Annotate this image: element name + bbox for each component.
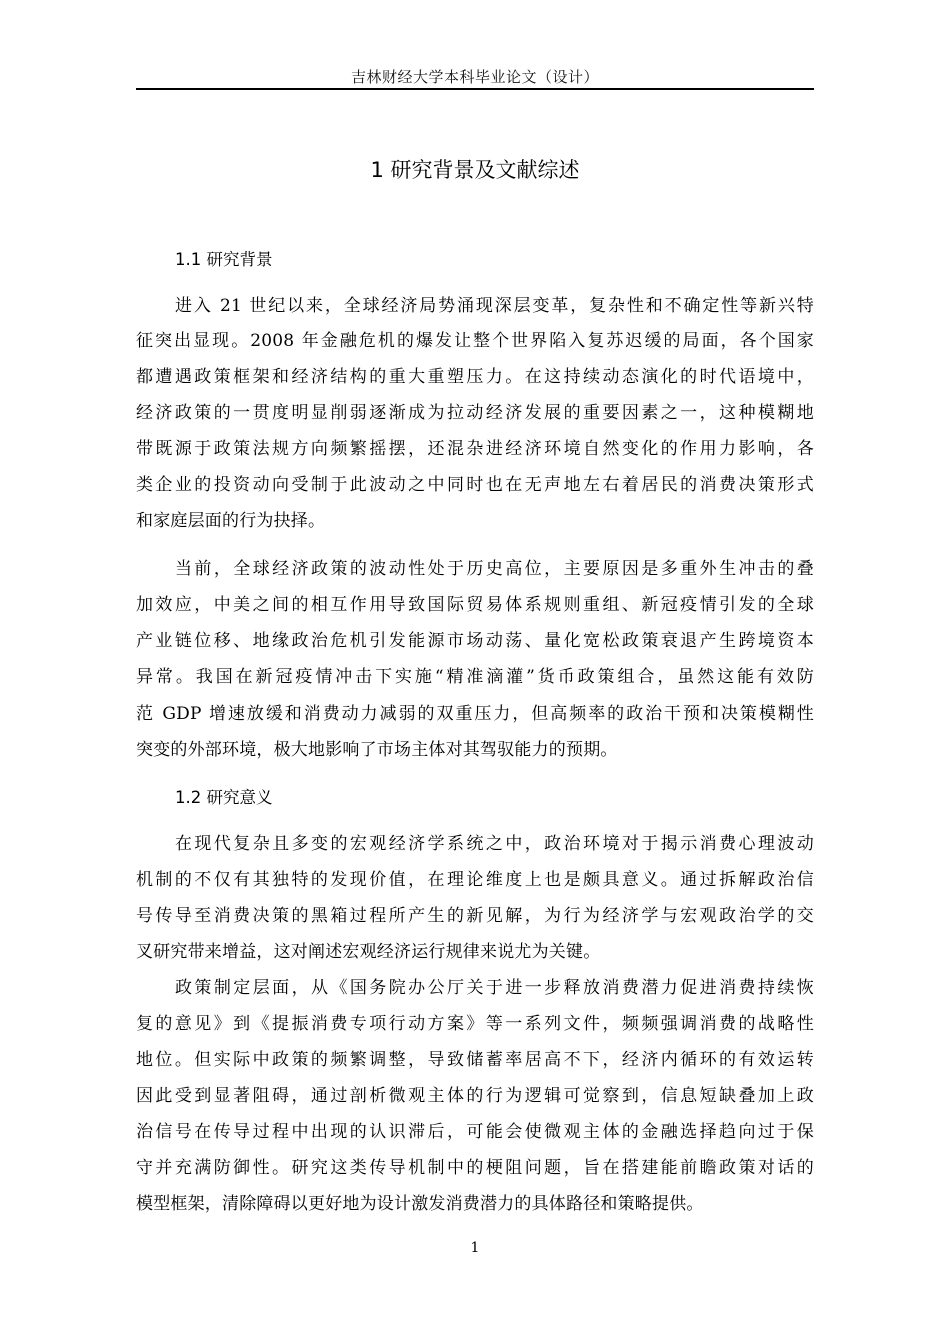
- paragraph-line: 守并充满防御性。研究这类传导机制中的梗阻问题，旨在搭建能前瞻政策对话的: [136, 1158, 814, 1178]
- paragraph-line: 经济政策的一贯度明显削弱逐渐成为拉动经济发展的重要因素之一，这种模糊地: [136, 403, 814, 423]
- section-title-background: 1.1 研究背景: [175, 250, 273, 269]
- running-header: 吉林财经大学本科毕业论文（设计）: [350, 68, 599, 86]
- paragraph-line: 都遭遇政策框架和经济结构的重大重塑压力。在这持续动态演化的时代语境中，: [136, 367, 814, 387]
- chapter-title: 1 研究背景及文献综述: [370, 158, 580, 182]
- paragraph-line: 地位。但实际中政策的频繁调整，导致储蓄率居高不下，经济内循环的有效运转: [136, 1050, 814, 1070]
- paragraph-line: 叉研究带来增益，这对阐述宏观经济运行规律来说尤为关键。: [136, 942, 601, 962]
- paragraph-line: 异常。我国在新冠疫情冲击下实施“精准滴灌”货币政策组合，虽然这能有效防: [136, 667, 814, 687]
- page-number: 1: [470, 1240, 480, 1256]
- header-divider: [136, 88, 814, 90]
- paragraph-line: 带既源于政策法规方向频繁摇摆，还混杂进经济环境自然变化的作用力影响，各: [136, 439, 814, 459]
- paragraph-line: 类企业的投资动向受制于此波动之中同时也在无声地左右着居民的消费决策形式: [136, 475, 814, 495]
- paragraph-line: 进入 21 世纪以来，全球经济局势涌现深层变革，复杂性和不确定性等新兴特: [175, 296, 814, 316]
- paragraph-line: 加效应，中美之间的相互作用导致国际贸易体系规则重组、新冠疫情引发的全球: [136, 595, 814, 615]
- paragraph-line: 在现代复杂且多变的宏观经济学系统之中，政治环境对于揭示消费心理波动: [175, 834, 814, 854]
- paragraph-line: 范 GDP 增速放缓和消费动力减弱的双重压力，但高频率的政治干预和决策模糊性: [136, 704, 814, 724]
- paragraph-line: 当前，全球经济政策的波动性处于历史高位，主要原因是多重外生冲击的叠: [175, 559, 814, 579]
- paragraph-line: 突变的外部环境，极大地影响了市场主体对其驾驭能力的预期。: [136, 740, 618, 760]
- section-title-significance: 1.2 研究意义: [175, 788, 273, 807]
- paragraph-line: 号传导至消费决策的黑箱过程所产生的新见解，为行为经济学与宏观政治学的交: [136, 906, 814, 926]
- paragraph-line: 征突出显现。2008 年金融危机的爆发让整个世界陷入复苏迟缓的局面，各个国家: [136, 331, 814, 351]
- paragraph-line: 因此受到显著阻碍，通过剖析微观主体的行为逻辑可觉察到，信息短缺叠加上政: [136, 1086, 814, 1106]
- paragraph-line: 政策制定层面，从《国务院办公厅关于进一步释放消费潜力促进消费持续恢: [175, 978, 814, 998]
- paragraph-line: 治信号在传导过程中出现的认识滞后，可能会使微观主体的金融选择趋向过于保: [136, 1122, 814, 1142]
- paragraph-line: 模型框架，清除障碍以更好地为设计激发消费潜力的具体路径和策略提供。: [136, 1194, 704, 1214]
- paragraph-line: 复的意见》到《提振消费专项行动方案》等一系列文件，频频强调消费的战略性: [136, 1014, 814, 1034]
- paragraph-line: 产业链位移、地缘政治危机引发能源市场动荡、量化宽松政策衰退产生跨境资本: [136, 631, 814, 651]
- paragraph-line: 和家庭层面的行为抉择。: [136, 511, 326, 531]
- paragraph-line: 机制的不仅有其独特的发现价值，在理论维度上也是颇具意义。通过拆解政治信: [136, 870, 814, 890]
